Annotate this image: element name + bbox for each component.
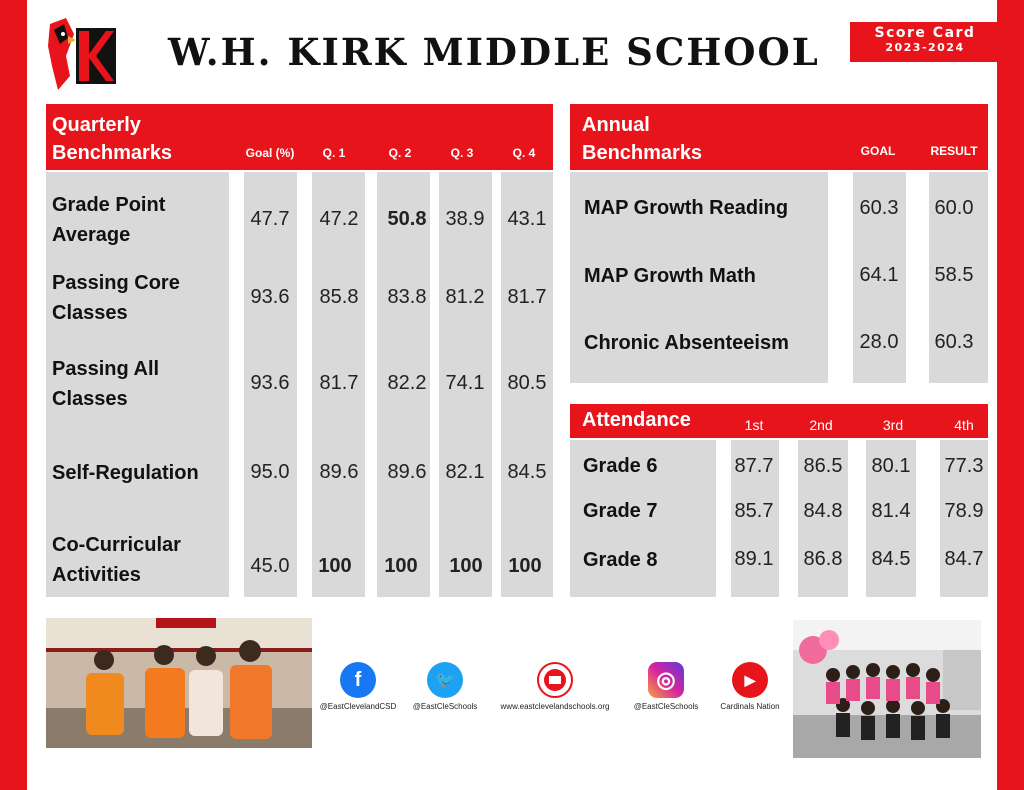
attendance-label-grade6: Grade 6 (583, 455, 658, 477)
youtube-link[interactable] (695, 662, 805, 711)
annual-absenteeism-goal: 28.0 (859, 331, 899, 353)
annual-header (570, 104, 988, 170)
youtube-handle: Cardinals Nation (720, 702, 780, 711)
grade7-1st: 85.7 (734, 500, 774, 522)
scorecard-badge (850, 22, 1000, 62)
grade6-3rd: 80.1 (871, 455, 911, 477)
gpa-q1: 47.2 (319, 208, 359, 230)
cocurr-q3: 100 (449, 555, 483, 577)
grade7-3rd: 81.4 (871, 500, 911, 522)
grade6-4th: 77.3 (944, 455, 984, 477)
annual-label-reading: MAP Growth Reading (584, 197, 789, 219)
scorecard-label: Score Card (874, 25, 976, 41)
all-q3: 74.1 (445, 372, 485, 394)
core-q3: 81.2 (445, 286, 485, 308)
row-label-selfreg: Self-Regulation (52, 462, 199, 484)
facebook-icon: f (340, 662, 376, 698)
annual-math-goal: 64.1 (859, 264, 899, 286)
quarterly-col-q3: Q. 3 (450, 146, 474, 160)
grade6-2nd: 86.5 (803, 455, 843, 477)
all-q2: 82.2 (387, 372, 427, 394)
youtube-icon: ▶ (732, 662, 768, 698)
attendance-col-4th: 4th (954, 417, 974, 433)
annual-reading-goal: 60.3 (859, 197, 899, 219)
grade8-2nd: 86.8 (803, 548, 843, 570)
annual-title-line1: Annual (582, 114, 650, 136)
website-link[interactable] (500, 662, 610, 711)
cardinal-logo (46, 16, 120, 94)
right-red-border (997, 0, 1024, 790)
gpa-q2: 50.8 (387, 208, 427, 230)
annual-reading-result: 60.0 (934, 197, 974, 219)
selfreg-goal: 95.0 (250, 461, 290, 483)
annual-title-line2: Benchmarks (582, 142, 703, 164)
all-goal: 93.6 (250, 372, 290, 394)
instagram-handle: @EastCleSchools (633, 702, 699, 711)
core-q1: 85.8 (319, 286, 359, 308)
twitter-link[interactable] (390, 662, 500, 711)
twitter-handle: @EastCleSchools (412, 702, 478, 711)
core-q4: 81.7 (507, 286, 547, 308)
grade7-4th: 78.9 (944, 500, 984, 522)
grade8-4th: 84.7 (944, 548, 984, 570)
left-red-border (0, 0, 27, 790)
core-goal: 93.6 (250, 286, 290, 308)
annual-math-result: 58.5 (934, 264, 974, 286)
selfreg-q3: 82.1 (445, 461, 485, 483)
row-label-cocurr-line2: Activities (52, 564, 141, 586)
cocurr-goal: 45.0 (250, 555, 290, 577)
selfreg-q4: 84.5 (507, 461, 547, 483)
quarterly-header (46, 104, 553, 170)
row-label-core-line2: Classes (52, 302, 128, 324)
all-q4: 80.5 (507, 372, 547, 394)
attendance-header (570, 404, 988, 438)
annual-col-result: RESULT (930, 144, 978, 158)
annual-col-goal: GOAL (860, 144, 896, 158)
annual-label-math: MAP Growth Math (584, 265, 756, 287)
row-label-cocurr-line1: Co-Curricular (52, 534, 181, 556)
website-seal-icon (537, 662, 573, 698)
scorecard-year: 2023-2024 (885, 41, 965, 54)
core-q2: 83.8 (387, 286, 427, 308)
gpa-goal: 47.7 (250, 208, 290, 230)
quarterly-title-line2: Benchmarks (52, 142, 173, 164)
grade8-3rd: 84.5 (871, 548, 911, 570)
attendance-col-3rd: 3rd (882, 417, 904, 433)
students-photo-left (46, 618, 312, 748)
instagram-icon: ◎ (648, 662, 684, 698)
twitter-icon: 🐦 (427, 662, 463, 698)
school-title: W.H. KIRK MIDDLE SCHOOL (168, 30, 820, 74)
quarterly-col-goal: Goal (%) (245, 146, 295, 160)
row-label-gpa-line1: Grade Point (52, 194, 166, 216)
cocurr-q4: 100 (508, 555, 542, 577)
gpa-q3: 38.9 (445, 208, 485, 230)
cocurr-q2: 100 (384, 555, 418, 577)
quarterly-col-q4: Q. 4 (512, 146, 536, 160)
selfreg-q1: 89.6 (319, 461, 359, 483)
students-photo-right (793, 620, 981, 758)
website-url: www.eastclevelandschools.org (500, 702, 610, 711)
grade8-1st: 89.1 (734, 548, 774, 570)
attendance-title: Attendance (582, 409, 691, 431)
row-label-all-line1: Passing All (52, 358, 160, 380)
grade7-2nd: 84.8 (803, 500, 843, 522)
attendance-col-2nd: 2nd (809, 417, 833, 433)
all-q1: 81.7 (319, 372, 359, 394)
cocurr-q1: 100 (318, 555, 352, 577)
attendance-col-1st: 1st (744, 417, 764, 433)
annual-absenteeism-result: 60.3 (934, 331, 974, 353)
quarterly-col-q1: Q. 1 (322, 146, 346, 160)
facebook-handle: @EastClevelandCSD (319, 702, 397, 711)
attendance-label-grade7: Grade 7 (583, 500, 658, 522)
row-label-all-line2: Classes (52, 388, 128, 410)
row-label-gpa-line2: Average (52, 224, 131, 246)
attendance-label-grade8: Grade 8 (583, 549, 658, 571)
quarterly-title-line1: Quarterly (52, 114, 141, 136)
quarterly-col-q2: Q. 2 (388, 146, 412, 160)
annual-label-absenteeism: Chronic Absenteeism (584, 332, 789, 354)
gpa-q4: 43.1 (507, 208, 547, 230)
row-label-core-line1: Passing Core (52, 272, 180, 294)
grade6-1st: 87.7 (734, 455, 774, 477)
selfreg-q2: 89.6 (387, 461, 427, 483)
